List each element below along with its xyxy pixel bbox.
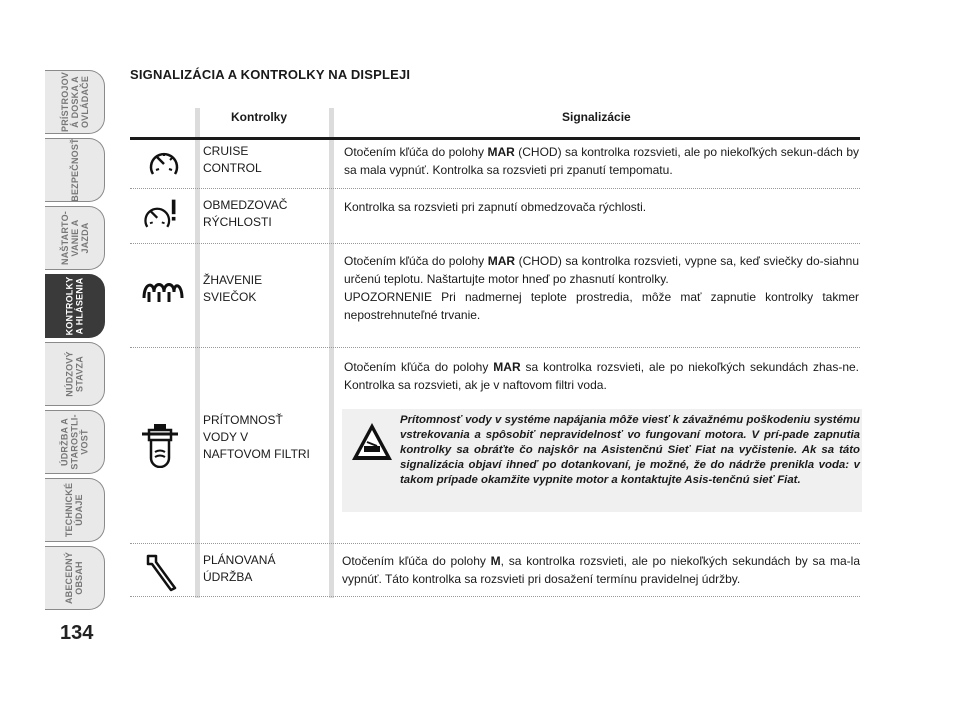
row-divider bbox=[130, 596, 860, 597]
tab-bezpecnost[interactable]: BEZPEČNOSŤ bbox=[45, 138, 105, 202]
cruise-control-icon bbox=[144, 144, 184, 184]
desc-water: Otočením kľúča do polohy MAR sa kontrolka rozsvieti, ale po niekoľkých sekundách zhas-ne. Kontrolka sa rozsvieti, ak je v naftovom filtri voda. bbox=[344, 360, 859, 392]
tab-pristrojova-doska[interactable]: PRÍSTROJOV Á DOSKA A OVLÁDAČE bbox=[45, 70, 105, 134]
page-number: 134 bbox=[60, 622, 94, 644]
tab-nudzovy-stav[interactable]: NÚDZOVÝ STAVZA bbox=[45, 342, 105, 406]
tab-nastartovanie[interactable]: NAŠTARTO- VANIE A JAZDA bbox=[45, 206, 105, 270]
lamp-name-service: PLÁNOVANÁ ÚDRŽBA bbox=[203, 553, 276, 584]
glow-plug-icon bbox=[140, 272, 186, 312]
tab-abecedny-obsah[interactable]: ABECEDNÝ OBSAH bbox=[45, 546, 105, 610]
tab-technicke-udaje[interactable]: TECHNICKÉ ÚDAJE bbox=[45, 478, 105, 542]
column-divider-right bbox=[329, 108, 334, 598]
lamp-name-limiter: OBMEDZOVAČ RÝCHLOSTI bbox=[203, 198, 288, 229]
header-rule bbox=[130, 137, 860, 140]
row-divider bbox=[130, 188, 860, 189]
speed-limiter-icon bbox=[140, 196, 180, 236]
service-wrench-icon bbox=[142, 552, 182, 592]
warning-text: Prítomnosť vody v systéme napájania môže viesť k závažnému poškodeniu systému vstrekovania a spôsobiť nepravidelnosť vo fungovaní motora. V prí-pade zapnutia kontrolky sa obráťte čo najskôr na Asistenčnú Sieť Fiat na vyčistenie. Ak sa táto signalizácia objaví ihneď po dotankovaní, je možné, že do nádrže prenikla voda: v takom prípade okamžite vypnite motor a kontaktujte Asis-tenčnú sieť Fiat. bbox=[400, 414, 860, 486]
column-divider-left bbox=[195, 108, 200, 598]
row-divider bbox=[130, 347, 860, 348]
page-title: SIGNALIZÁCIA A KONTROLKY NA DISPLEJI bbox=[130, 67, 411, 82]
lamp-name-glow: ŽHAVENIE SVIEČOK bbox=[203, 273, 263, 304]
water-in-fuel-icon bbox=[140, 422, 180, 468]
row-divider bbox=[130, 243, 860, 244]
desc-service: Otočením kľúča do polohy M, sa kontrolka rozsvieti, ale po niekoľkých sekundách by sa ma-la vypnúť. Táto kontrolka sa rozsvieti pri dosažení termínu pravidelnej údržby. bbox=[342, 554, 860, 586]
header-signalizacie: Signalizácie bbox=[562, 110, 631, 124]
row-divider bbox=[130, 543, 860, 544]
desc-glow: Otočením kľúča do polohy MAR (CHOD) sa kontrolka rozsvieti, vypne sa, keď sviečky do-siahnu určenú teplotu. Naštartujte motor hneď po zhasnutí kontrolky. UPOZORNENIE Pri nadmernej teplote prostredia, môže mať zapnutie kontrolky takmer nepostrehnuteľné trvanie. bbox=[344, 254, 859, 322]
desc-limiter: Kontrolka sa rozsvieti pri zapnutí obmedzovača rýchlosti. bbox=[344, 200, 647, 214]
header-kontrolky: Kontrolky bbox=[231, 110, 288, 124]
lamp-name-water: PRÍTOMNOSŤ VODY V NAFTOVOM FILTRI bbox=[203, 413, 310, 461]
desc-cruise: Otočením kľúča do polohy MAR (CHOD) sa kontrolka rozsvieti, ale po niekoľkých sekun-dách by sa mala vypnúť. Kontrolka sa rozsvieti pri zpanutí tempomatu. bbox=[344, 145, 859, 177]
tab-kontrolky[interactable]: KONTROLKY A HLÁSENIA bbox=[45, 274, 105, 338]
tab-udrzba[interactable]: ÚDRŽBA A STAROSTLI- VOSŤ bbox=[45, 410, 105, 474]
lamp-name-cruise: CRUISE CONTROL bbox=[203, 144, 262, 175]
